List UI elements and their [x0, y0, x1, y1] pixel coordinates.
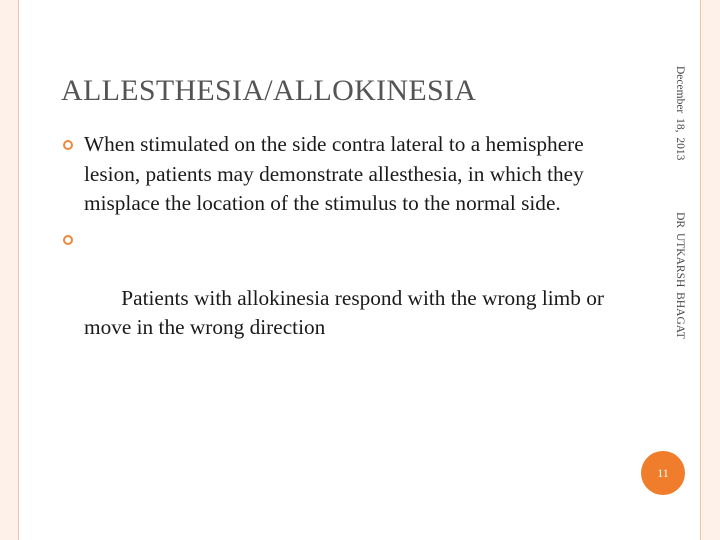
bullet-list: [63, 130, 643, 378]
bullet-text: Patients with allokinesia respond with the wrong limb or move in the wrong direction: [84, 285, 610, 339]
footer-date: December 18, 2013: [674, 66, 686, 161]
bullet-item: [63, 225, 643, 373]
page-number-badge: 11: [641, 451, 685, 495]
side-footer: [674, 66, 686, 339]
slide-title: ALLESTHESIA/ALLOKINESIA: [61, 74, 477, 107]
ring-bullet-icon: [63, 140, 73, 150]
bullet-text: When stimulated on the side contra lateral to a hemisphere lesion, patients may demonstrate allesthesia, in which they misplace the location of the stimulus to the normal side.: [84, 132, 584, 215]
ring-bullet-icon: [63, 235, 73, 245]
footer-author: DR UTKARSH BHAGAT: [674, 212, 686, 339]
bullet-item: [63, 130, 643, 219]
slide: [18, 0, 701, 540]
